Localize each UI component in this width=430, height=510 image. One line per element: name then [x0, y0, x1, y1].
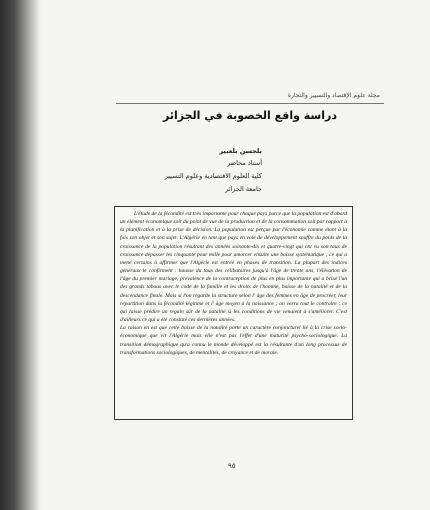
article-title: دراسة واقع الخصوبة في الجزائر — [163, 109, 337, 122]
author-rank: أستاذ محاضر — [227, 159, 262, 167]
abstract-paragraph-1: L'étude de la fécondité est très importante pour chaque pays parce que la population est d'abord un élément économique soit du point de vue de la production et de la consommation soit par rapport à la planification et à la prise de décision. La population est perçue par l'économie comme étant à la fois son objet et son sujet. L'Algérie en tant que pays en voie de développement souffre du poids de la croissance de la population résultant des années soixante-dix et quatre-vingt qui ont vu son taux de croissance dépasser les cinquante pour mille pour amorcer ensuite une baisse systématique ; ce qui a mené certains à affirmer que l'Algérie est entrée en phases de transition. La plupart des indices généraux le confirment : hausse du taux des célibataires jusqu'à l'âge de trente ans, l'élévation de l'âge du premier mariage, prévalence de la contraception de plus en plus importante qui a brisé l'un des grands tabous avec le code de la famille et les droits de l'homme, baisse de la natalité et de la descendance finale. Mais si l'on regarde la structure selon l' âge des femmes en âge de procréer, leur répartition dans la fécondité légitime et l' âge moyen à la naissance ; on verra tout le contraire ; ce qui laisse prédire un regain sûr de la natalité si les conditions de vie venaient à s'améliorer. C'est d'ailleurs ce qui a été constaté ces dernières années. — [120, 211, 347, 324]
abstract-paragraph-2: La raison en est que cette baisse de la natalité porte un caractère conjoncturel lié à la crise socio-économique que vit l'Algérie mais elle n'est pas l'effet d'une maturité psycho-sociologique. La transition démographique qu'a connu le monde développé est la résultante d'un long processus de transformations sociologiques, de mentalités, de croyance et de morale. — [120, 325, 347, 356]
header-rule — [116, 103, 384, 104]
author-name: بلحسن بلعبير — [219, 147, 262, 155]
abstract-box — [114, 206, 353, 420]
author-university: جامعة الجزائر — [225, 185, 262, 193]
journal-header: مجلة علوم الإقتصاد والتسيير والتجارة — [287, 92, 380, 99]
page-number: ٩٥ — [228, 462, 236, 470]
author-faculty: كلية العلوم الاقتصادية وعلوم التسيير — [164, 172, 262, 180]
